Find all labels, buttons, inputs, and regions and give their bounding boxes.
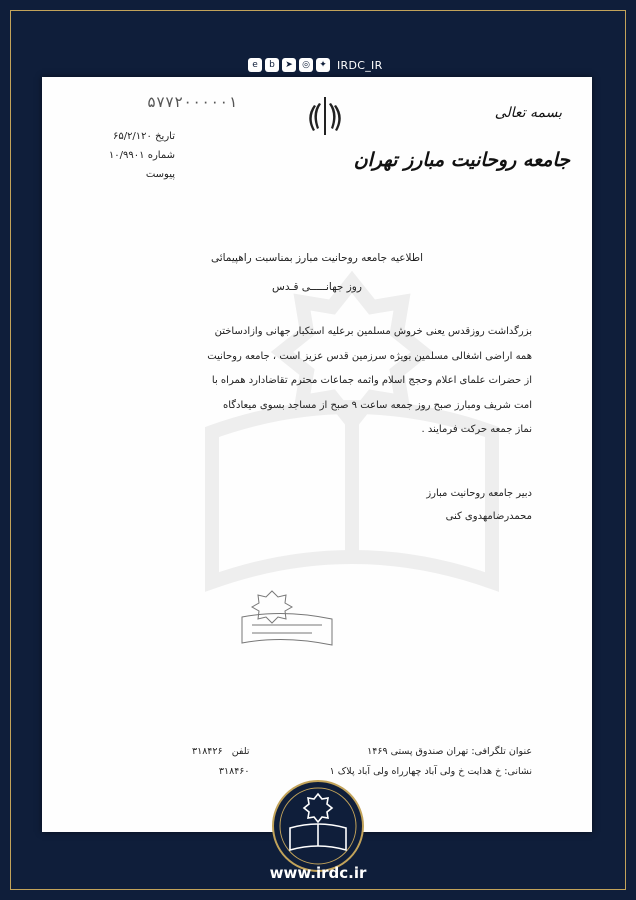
- footer-address: [330, 742, 532, 782]
- website-url[interactable]: www.irdc.ir: [269, 864, 367, 882]
- iran-emblem-icon: [307, 95, 343, 137]
- phone-label: تلفن: [231, 746, 250, 757]
- serial-number: ۵۷۷۲۰۰۰۰۰۱: [147, 93, 238, 111]
- twitter-icon[interactable]: ✦: [316, 58, 330, 72]
- document-title: اطلاعیه جامعه روحانیت مبارز بمناسبت راهپیمائی: [210, 252, 424, 264]
- eitaa-icon[interactable]: e: [248, 58, 262, 72]
- phone-number-1: ۳۱۸۴۲۶: [192, 746, 223, 757]
- signature-name: محمدرضامهدوی کنی: [445, 511, 532, 522]
- scanned-document: [42, 77, 592, 832]
- body-line: نماز جمعه حرکت فرمایند .: [421, 424, 532, 435]
- stamp-seal-icon: [232, 587, 337, 649]
- meta-date: تاریخ ۶۵/۲/۱۲۰: [112, 131, 175, 142]
- signature-title: دبیر جامعه روحانیت مبارز: [426, 488, 532, 499]
- signature-block: [426, 482, 532, 528]
- bismillah: بسمه تعالی: [494, 105, 562, 121]
- body-line: بزرگداشت روزقدس یعنی خروش مسلمین برعلیه استکبار جهانی وازادساختن: [214, 326, 532, 337]
- irdc-logo-icon: [272, 780, 364, 872]
- footer-phone: [192, 742, 250, 782]
- body-line: همه اراضی اشغالی مسلمین بویژه سرزمین قدس عزیز است ، جامعه روحانیت: [207, 350, 532, 362]
- phone-number-2: ۳۱۸۴۶۰: [218, 766, 250, 777]
- organization-letterhead: جامعه روحانیت مبارز تهران: [353, 149, 570, 171]
- body-line: امت شریف ومبارز صبح روز جمعه ساعت ۹ صبح از مساجد بسوی میعادگاه: [222, 399, 532, 411]
- footer-address-line: نشانی: خ هدایت خ ولی آباد چهارراه ولی آباد پلاک ۱: [329, 766, 532, 777]
- document-body: [107, 320, 532, 443]
- social-handle: IRDC_IR: [337, 58, 383, 72]
- social-links-bar: [248, 57, 383, 73]
- meta-number: شماره ۱۰/۹۹۰۱: [108, 150, 175, 161]
- instagram-icon[interactable]: ◎: [299, 58, 313, 72]
- footer-telegraph: عنوان تلگرافی: تهران صندوق پستی ۱۴۶۹: [367, 746, 532, 757]
- document-subtitle: روز جهانـــــی قـدس: [272, 281, 362, 293]
- document-meta: [60, 127, 175, 184]
- telegram-icon[interactable]: ➤: [282, 58, 296, 72]
- bale-icon[interactable]: b: [265, 58, 279, 72]
- body-line: از حضرات علمای اعلام وحجج اسلام واثمه جماعات محترم تقاضادارد همراه با: [211, 375, 532, 386]
- meta-attachment: پیوست: [145, 169, 175, 180]
